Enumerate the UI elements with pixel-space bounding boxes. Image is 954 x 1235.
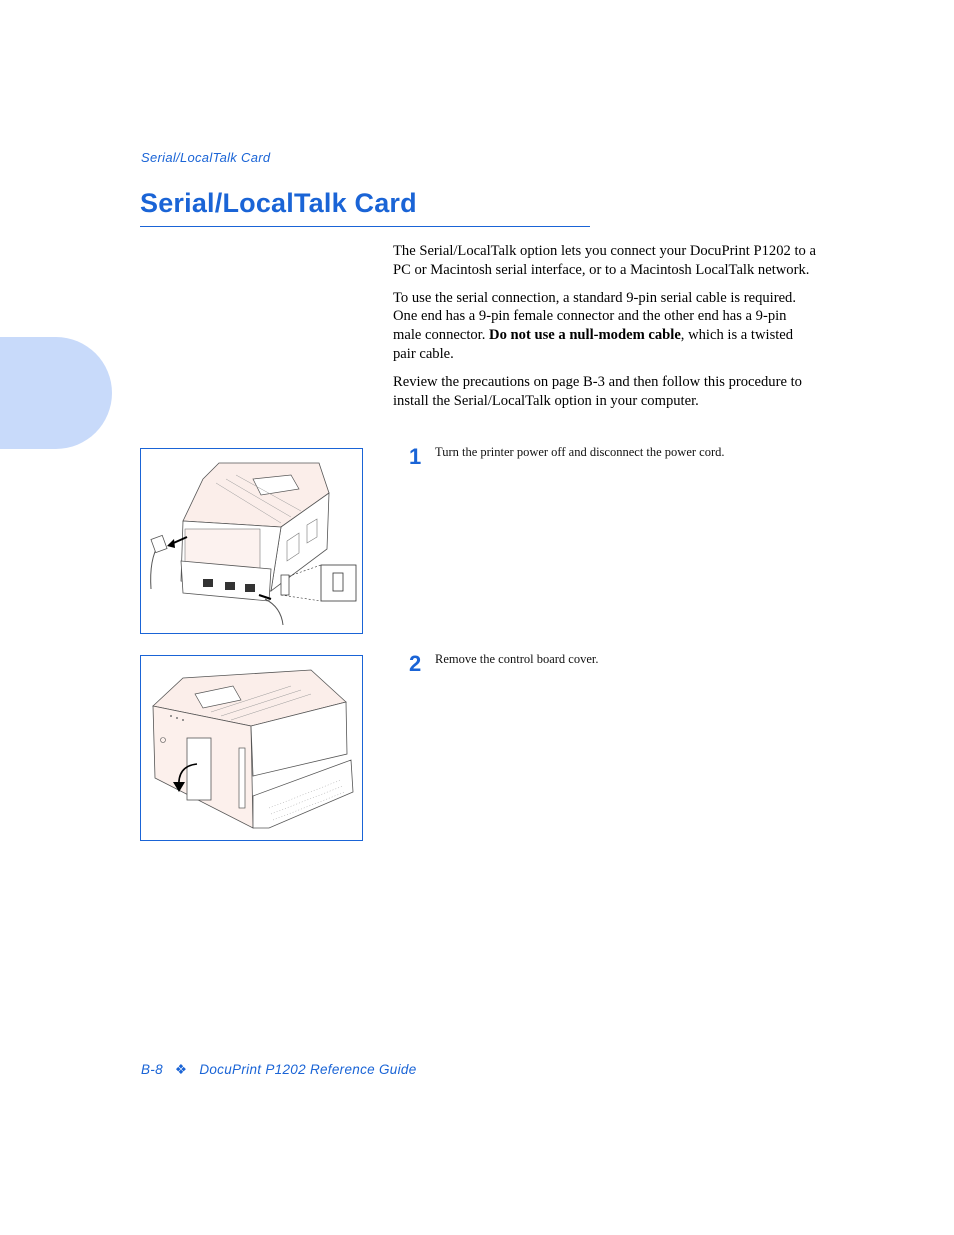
null-modem-warning: Do not use a null-modem cable: [489, 327, 681, 344]
chapter-side-tab: [0, 337, 112, 449]
intro-paragraph-1: The Serial/LocalTalk option lets you connect your DocuPrint P1202 to a PC or Macintosh serial interface, or to a Macintosh LocalTalk network.: [393, 243, 816, 278]
printer-side-illustration: [141, 656, 364, 842]
figure-disconnect-power: [140, 448, 363, 634]
intro-paragraph-3: Review the precautions on page B-3 and then follow this procedure to install the Serial/LocalTalk option in your computer.: [393, 373, 802, 409]
intro-p2-text: To use the serial connection, a standard 9-pin serial cable is required. One end has a 9-pin female connector and the other end has a 9-pin male connector.: [393, 289, 796, 344]
footer-page-number: B-8: [141, 1062, 163, 1077]
intro-p2-tail: , which is a twisted pair cable.: [393, 327, 794, 362]
footer-separator: ❖: [174, 1062, 188, 1077]
intro-paragraph-2: [393, 289, 818, 364]
footer-guide-title: DocuPrint P1202 Reference Guide: [199, 1062, 417, 1077]
step-1-number: 1: [409, 444, 422, 469]
title-rule: [140, 226, 590, 227]
running-header: Serial/LocalTalk Card: [141, 150, 271, 165]
step-2-number: 2: [409, 651, 422, 676]
step-1-text: Turn the printer power off and disconnect the power cord.: [435, 445, 725, 459]
intro-text: [393, 242, 818, 419]
step-2-text: Remove the control board cover.: [435, 652, 599, 666]
page-title: Serial/LocalTalk Card: [140, 188, 417, 218]
printer-rear-illustration: [141, 449, 364, 635]
figure-remove-cover: [140, 655, 363, 841]
page-footer: [141, 1062, 417, 1078]
